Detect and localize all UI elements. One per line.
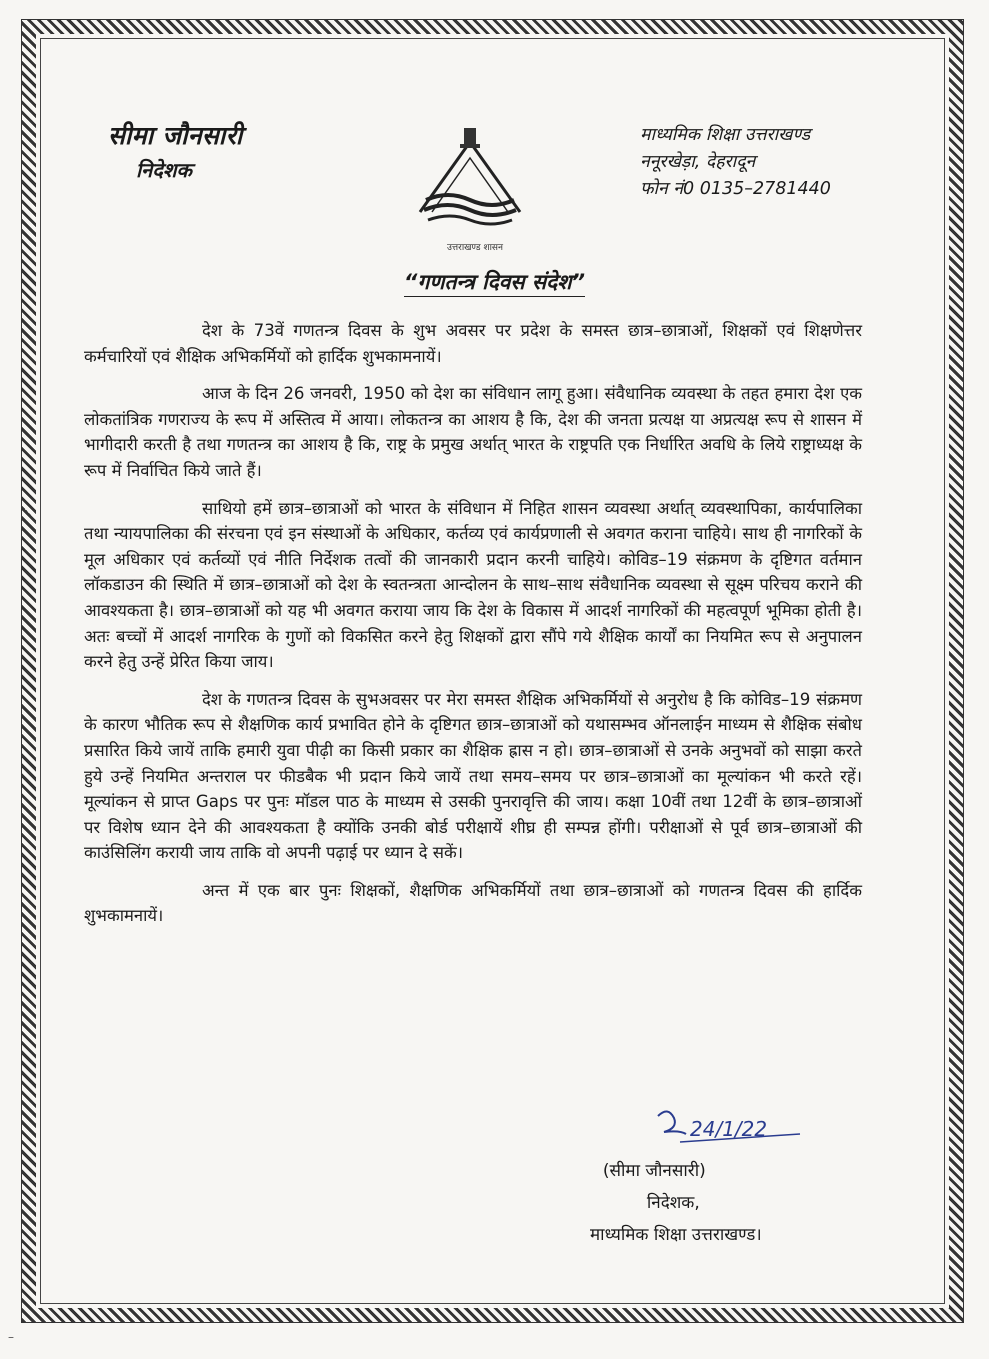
office-location: ननूरखेड़ा, देहरादून [640,152,756,172]
sender-block [108,118,243,183]
uttarakhand-emblem-icon [410,122,530,252]
emblem-caption: उत्तराखण्ड शासन [446,243,503,253]
signature-block [590,1155,762,1251]
signatory-designation: निदेशक, [646,1193,700,1213]
paragraph: अन्त में एक बार पुनः शिक्षकों, शैक्षणिक अभिकर्मियों तथा छात्र–छात्राओं को गणतन्त्र दिवस की हार्दिक शुभकामनायें। [84,880,862,926]
paragraph: साथियो हमें छात्र–छात्राओं को भारत के संविधान में निहित शासन व्यवस्था अर्थात् व्यवस्थापिका, कार्यपालिका तथा न्यायपालिका की संरचना एवं इन संस्थाओं के अधिकार, कर्तव्य एवं कार्यप्रणाली से अवगत कराना चाहिये। साथ ही नागरिकों के मूल अधिकार एवं कर्तव्यों एवं नीति निर्देशक तत्वों की जानकारी प्रदान करनी चाहिये। कोविड–19 संक्रमण के दृष्टिगत वर्तमान लॉकडाउन की स्थिति में छात्र–छात्राओं को देश के स्वतन्त्रता आन्दोलन के साथ–साथ संवैधानिक व्यवस्था से सूक्ष्म परिचय कराने की आवश्यकता है। छात्र–छात्राओं को यह भी अवगत कराया जाय कि देश के विकास में आदर्श नागरिकों की महत्वपूर्ण भूमिका होती है। अतः बच्चों में आदर्श नागरिक के गुणों को विकसित करने हेतु शिक्षकों द्वारा सौंपे गये शैक्षिक कार्यों का नियमित रूप से अनुपालन करने हेतु उन्हें प्रेरित किया जाय। [84,498,862,672]
sender-designation: निदेशक [136,158,192,182]
paragraph: आज के दिन 26 जनवरी, 1950 को देश का संविधान लागू हुआ। संवैधानिक व्यवस्था के तहत हमारा देश एक लोकतांत्रिक गणराज्य के रूप में अस्तित्व में आया। लोकतन्त्र का आशय है कि, देश की जनता प्रत्यक्ष या अप्रत्यक्ष रूप से शासन में भागीदारी करती है तथा गणतन्त्र का आशय है कि, राष्ट्र के प्रमुख अर्थात् भारत के राष्ट्रपति एक निर्धारित अवधि के लिये राष्ट्राध्यक्ष के रूप में निर्वाचित किये जाते हैं। [84,384,862,480]
signature-date: 24/1/22 [690,1117,768,1141]
scan-mark: – [8,1330,14,1344]
handwritten-signature [650,1098,820,1158]
letter-body [84,318,862,933]
office-phone: फोन नं0 0135–2781440 [640,179,831,199]
signatory-office: माध्यमिक शिक्षा उत्तराखण्ड। [590,1225,762,1245]
office-address-block [640,122,831,203]
letter-title-text: “गणतन्त्र दिवस संदेश” [404,270,585,297]
signatory-name: (सीमा जौनसारी) [602,1161,706,1181]
sender-name: सीमा जौनसारी [108,121,243,150]
office-name: माध्यमिक शिक्षा उत्तराखण्ड [640,125,811,145]
paragraph: देश के गणतन्त्र दिवस के सुभअवसर पर मेरा समस्त शैक्षिक अभिकर्मियों से अनुरोध है कि कोविड–19 संक्रमण के कारण भौतिक रूप से शैक्षणिक कार्य प्रभावित होने के दृष्टिगत छात्र–छात्राओं को यथासम्भव ऑनलाईन माध्यम से शैक्षिक संबोध प्रसारित किये जायें ताकि हमारी युवा पीढ़ी का किसी प्रकार का शैक्षिक ह्रास न हो। छात्र–छात्राओं से उनके अनुभवों को साझा करते हुये उन्हें नियमित अन्तराल पर फीडबैक भी प्रदान किये जायें तथा समय–समय पर छात्र–छात्राओं का मूल्यांकन भी करते रहें। मूल्यांकन से प्राप्त Gaps पर पुनः मॉडल पाठ के माध्यम से उसकी पुनरावृत्ति की जाय। कक्षा 10वीं तथा 12वीं के छात्र–छात्राओं पर विशेष ध्यान देने की आवश्यकता है क्योंकि उनकी बोर्ड परीक्षायें शीघ्र ही सम्पन्न होंगी। परीक्षाओं से पूर्व छात्र–छात्राओं की काउंसिलिंग करायी जाय ताकि वो अपनी पढ़ाई पर ध्यान दे सकें। [84,689,862,863]
paragraph: देश के 73वें गणतन्त्र दिवस के शुभ अवसर पर प्रदेश के समस्त छात्र–छात्राओं, शिक्षकों एवं शिक्षणेत्तर कर्मचारियों एवं शैक्षिक अभिकर्मियों को हार्दिक शुभकामनायें। [84,321,862,366]
letter-title [0,268,989,296]
